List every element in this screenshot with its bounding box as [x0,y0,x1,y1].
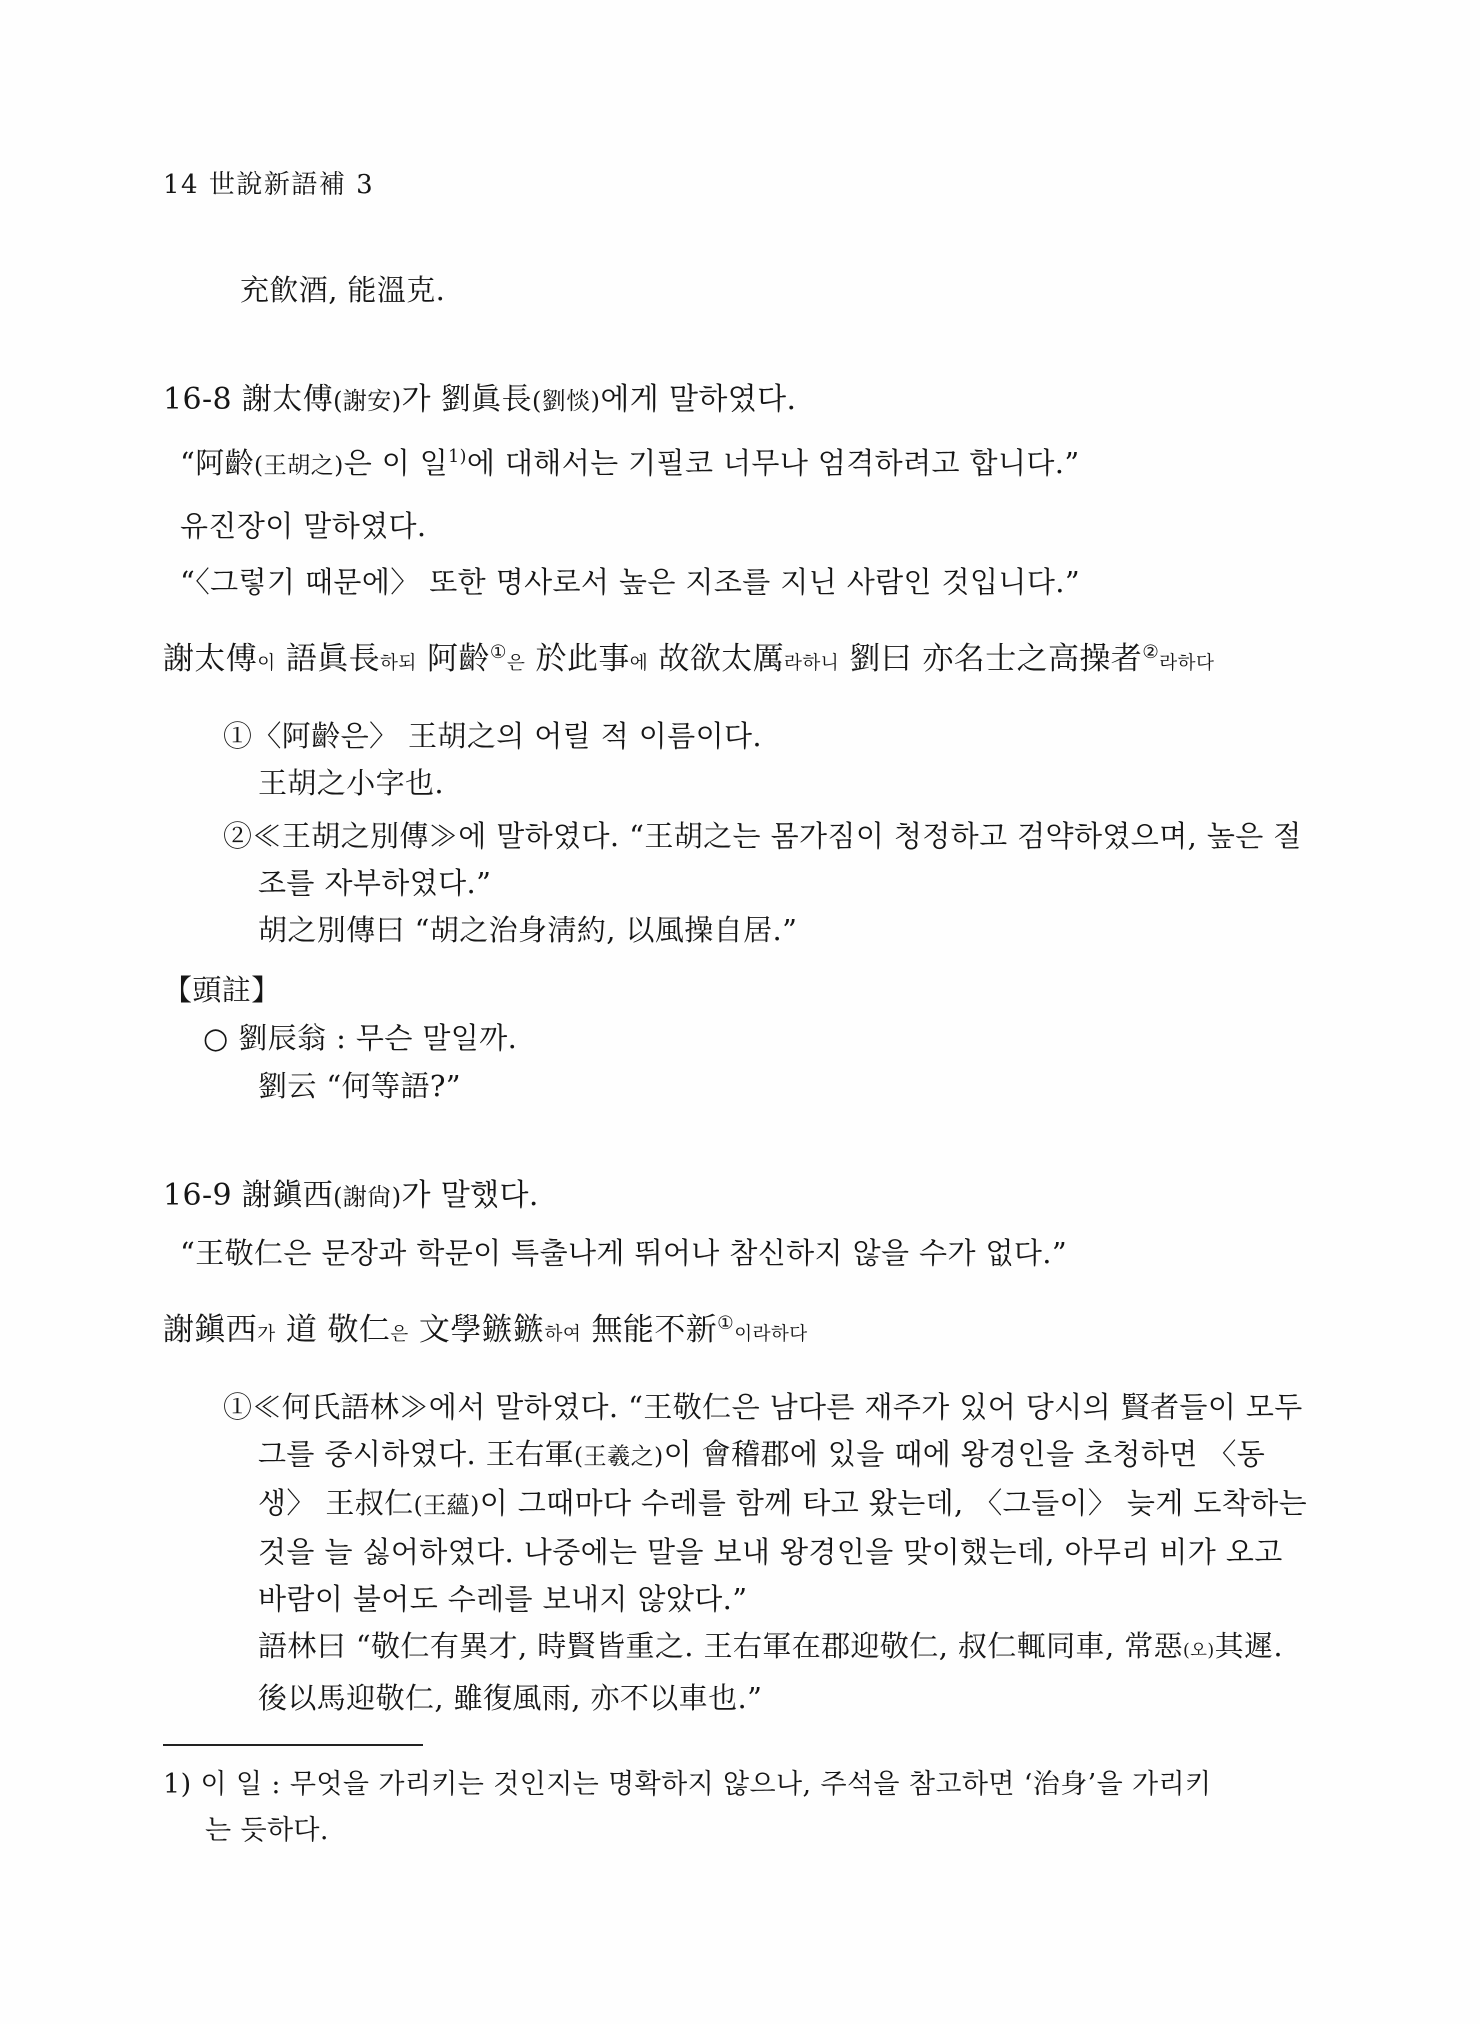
intro-paragraph [163,266,1348,314]
footnote-text [163,1762,1348,1854]
quote-line: “阿齡(王胡之)은 이 일$^{1)}$에 대해서는 기필코 너무나 엄격하려고 합니다.” [180,446,1080,480]
annotation-line: 語林曰 “敬仁有異才, 時賢皆重之. 王右軍在郡迎敬仁, 叔仁輒同車, 常惡(오)其遲. [258,1629,1283,1663]
footnote-line-cont: 는 듯하다. [205,1815,329,1846]
quote-line: “王敬仁은 문장과 학문이 특출나게 뛰어나 참신하지 않을 수가 없다.” [180,1236,1068,1270]
section-16-8 [163,376,1348,954]
speaker-line: 유진장이 말하였다. [180,509,427,543]
annotation-line: 後以馬迎敬仁, 雖復風雨, 亦不以車也.” [258,1681,763,1715]
annotation-line: ②≪王胡之別傳≫에 말하였다. “王胡之는 몸가짐이 청정하고 검약하였으며, 높은 절 [223,819,1302,853]
headnote-item: ○ 劉辰翁 : 무슨 말일까. [203,1021,518,1055]
page-content [163,168,1348,1854]
section-heading-16-8: 16-8 謝太傅(謝安)가 劉眞長(劉惔)에게 말하였다. [163,382,797,417]
running-header: 14 世說新語補 3 [163,170,375,200]
annotation-line: 胡之別傳曰 “胡之治身淸約, 以風操自居.” [258,913,798,947]
footnote-block [163,1744,1348,1854]
annotation-line: 조를 자부하였다.” [258,866,492,900]
footnote-separator [163,1744,423,1746]
headnote-block [163,966,1348,1110]
annotation-line: 그를 중시하였다. 王右軍(王羲之)이 會稽郡에 있을 때에 왕경인을 초청하면 〈동 [258,1437,1266,1471]
chinese-source-line: 謝鎭西가 道 敬仁은 文學鏃鏃하여 無能不新①이라하다 [163,1312,808,1348]
headnote-title: 【頭註】 [163,973,281,1007]
section-16-9 [163,1172,1348,1722]
footnote-line: 1) 이 일 : 무엇을 가리키는 것인지는 명확하지 않으나, 주석을 참고하면 ‘治身’을 가리키 [163,1769,1212,1800]
headnote-item-cont: 劉云 “何等語?” [258,1069,462,1103]
annotation-line: ①〈阿齡은〉 王胡之의 어릴 적 이름이다. [223,719,763,753]
annotation-line: ①≪何氏語林≫에서 말하였다. “王敬仁은 남다른 재주가 있어 당시의 賢者들이 모두 [223,1390,1303,1424]
annotation-line: 王胡之小字也. [258,766,445,800]
section-heading-16-9: 16-9 謝鎭西(謝尙)가 말했다. [163,1178,539,1213]
chinese-source-line: 謝太傅이 語眞長하되 阿齡①은 於此事에 故欲太厲라하니 劉曰 亦名士之高操者②라하다 [163,641,1215,677]
annotation-line: 바람이 불어도 수레를 보내지 않았다.” [258,1582,748,1616]
quote-line: “〈그렇기 때문에〉 또한 명사로서 높은 지조를 지닌 사람인 것입니다.” [180,565,1081,599]
intro-chinese-line: 充飮酒, 能溫克. [240,273,446,307]
annotation-line: 생〉 王叔仁(王蘊)이 그때마다 수레를 함께 타고 왔는데, 〈그들이〉 늦게 도착하는 [258,1486,1308,1520]
annotation-line: 것을 늘 싫어하였다. 나중에는 말을 보내 왕경인을 맞이했는데, 아무리 비가 오고 [258,1535,1283,1569]
